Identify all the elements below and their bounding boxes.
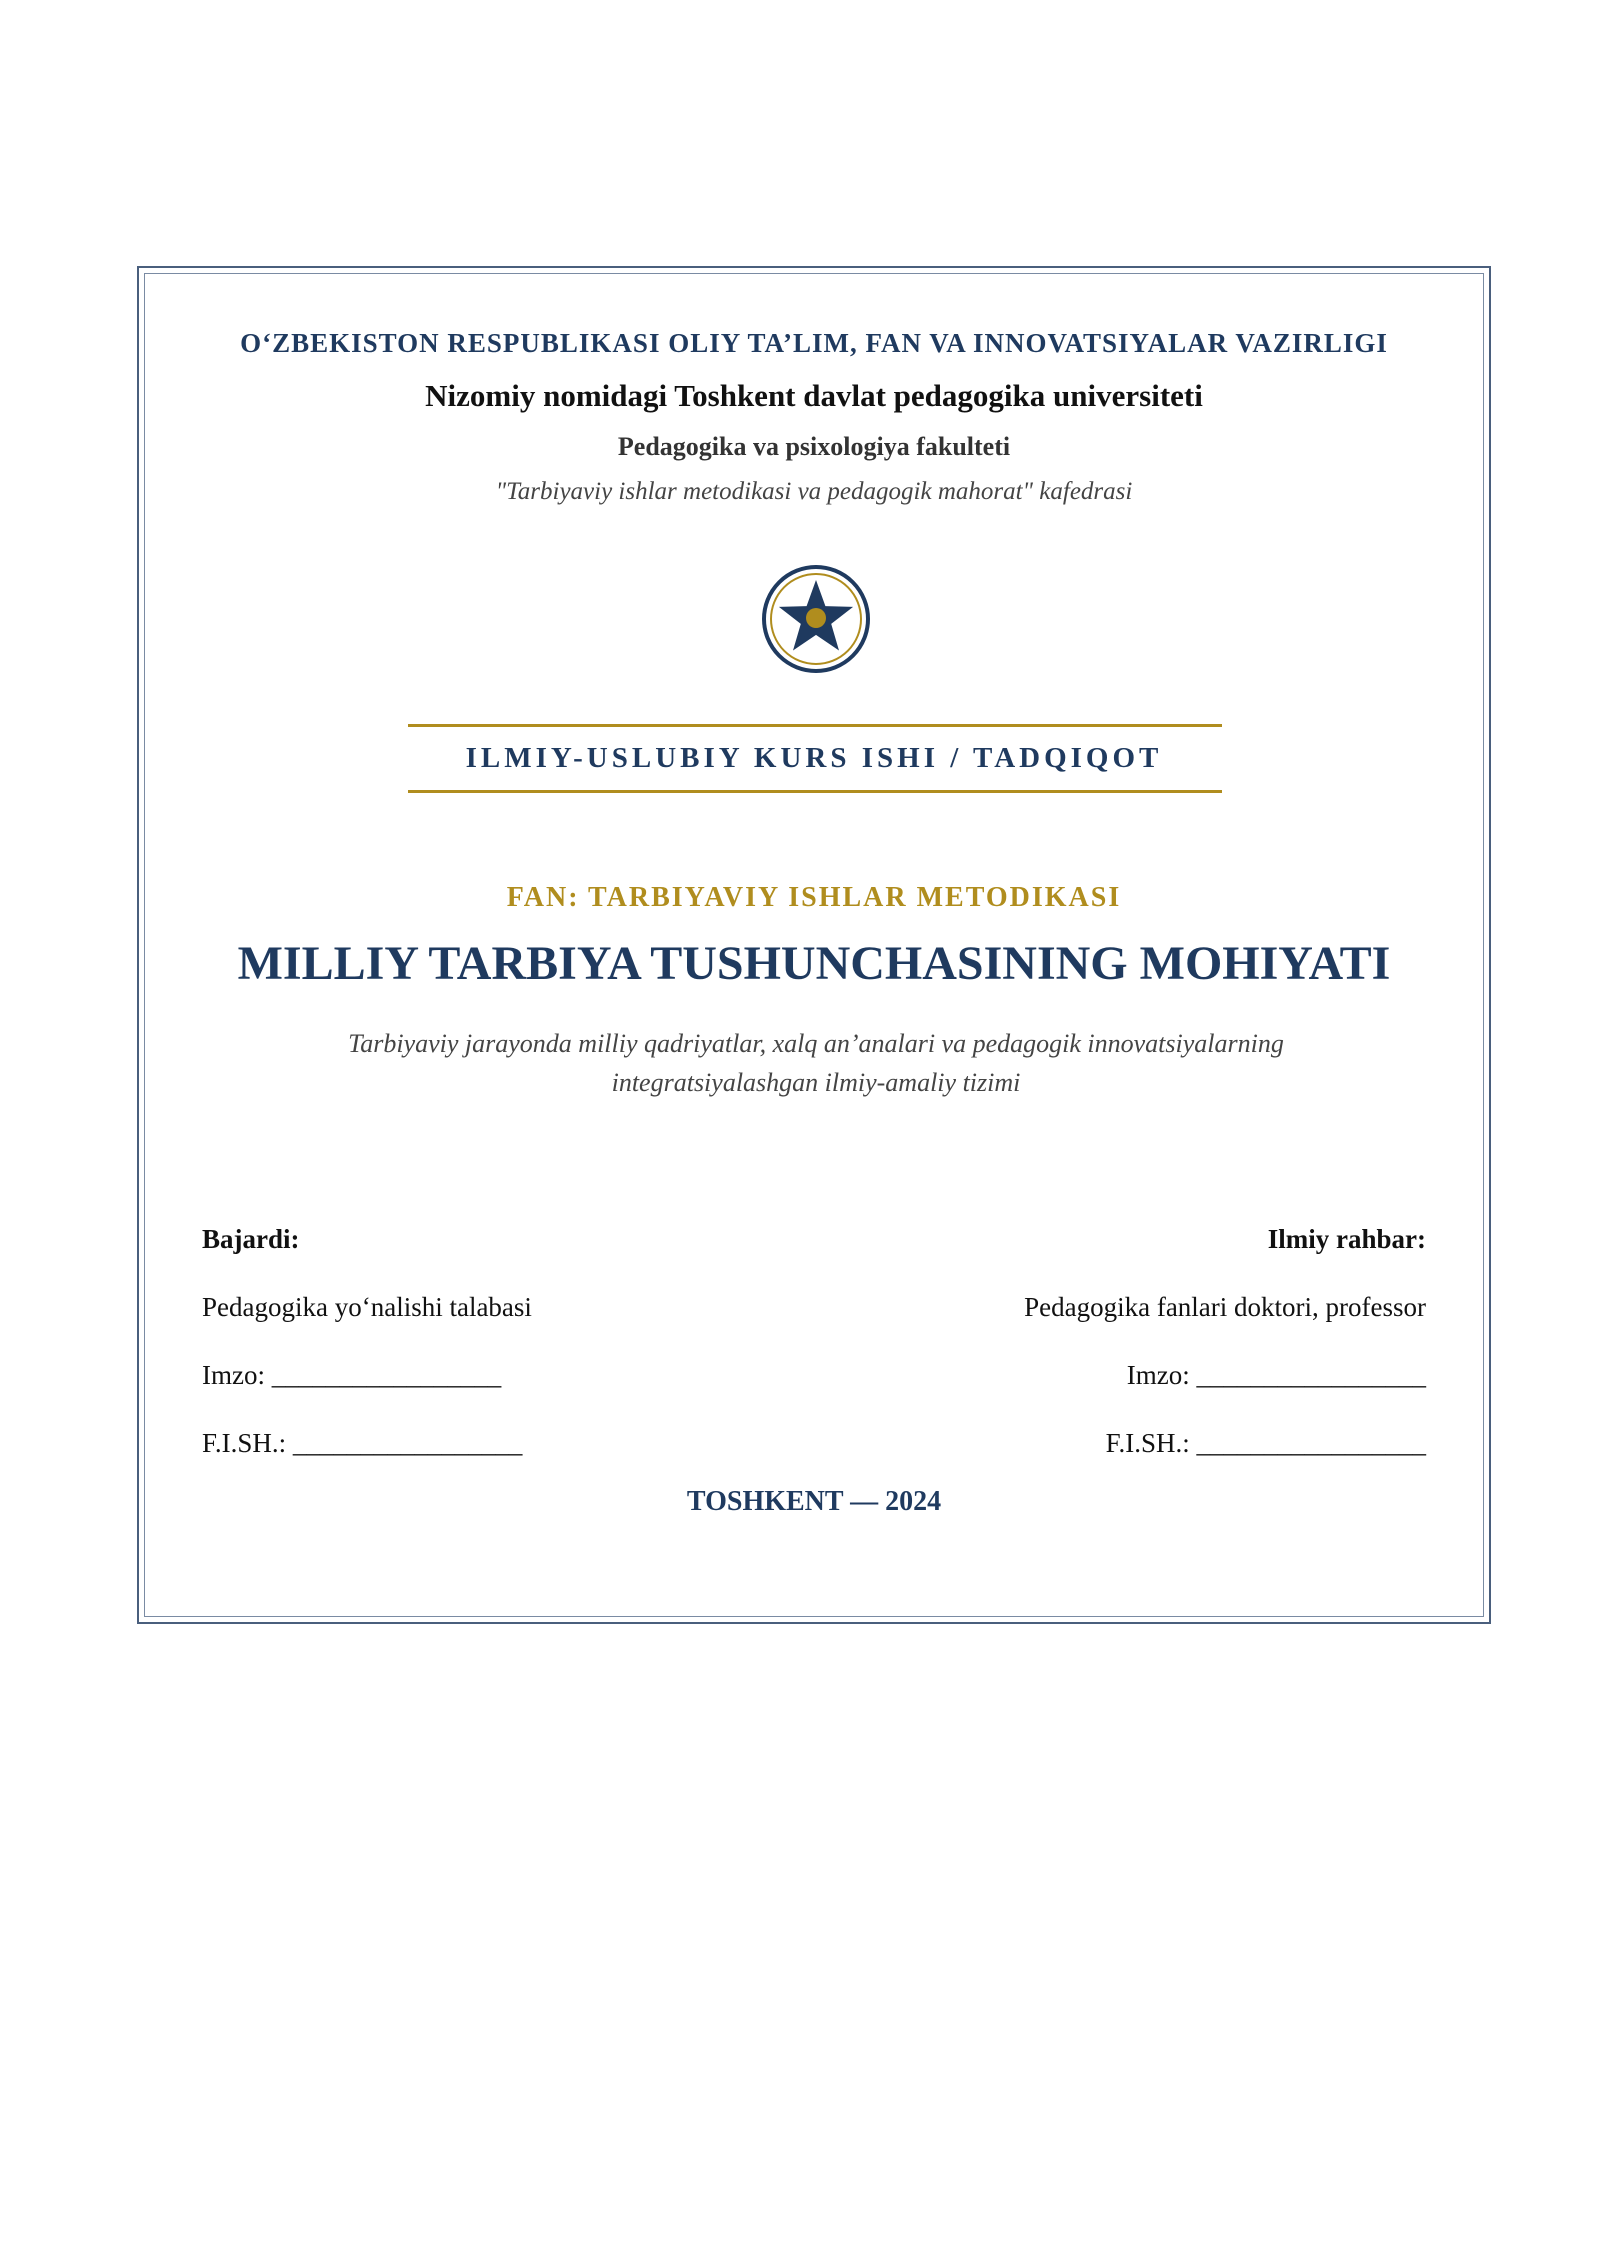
subtitle-line-1: Tarbiyaviy jarayonda milliy qadriyatlar, xalq an’analari va pedagogik innovatsiyalarning (348, 1029, 1284, 1058)
supervisor-name: F.I.SH.: _________________ (1105, 1428, 1426, 1458)
performer-name: F.I.SH.: _________________ (202, 1428, 523, 1458)
supervisor-block (826, 268, 1426, 1622)
subject-name: FAN: TARBIYAVIY ISHLAR METODIKASI (506, 882, 1122, 913)
city-year: TOSHKENT — 2024 (686, 1486, 942, 1517)
performer-signature: Imzo: _________________ (202, 1360, 502, 1390)
university-name: Nizomiy nomidagi Toshkent davlat pedagogika universiteti (425, 378, 1203, 413)
work-title: MILLIY TARBIYA TUSHUNCHASINING MOHIYATI (237, 937, 1391, 990)
department-name: "Tarbiyaviy ishlar metodikasi va pedagogik mahorat" kafedrasi (495, 478, 1133, 505)
supervisor-role: Pedagogika fanlari doktori, professor (1024, 1292, 1426, 1322)
ministry-name: O‘ZBEKISTON RESPUBLIKASI OLIY TA’LIM, FAN VA INNOVATSIYALAR VAZIRLIGI (240, 328, 1388, 358)
subtitle-line-2: integratsiyalashgan ilmiy-amaliy tizimi (611, 1068, 1021, 1097)
page-frame (137, 266, 1491, 1624)
performer-block (202, 268, 802, 1622)
work-type: ILMIY-USLUBIY KURS ISHI / TADQIQOT (465, 742, 1163, 774)
supervisor-label: Ilmiy rahbar: (1267, 1224, 1426, 1254)
title-page (139, 268, 1489, 1622)
faculty-name: Pedagogika va psixologiya fakulteti (617, 432, 1011, 461)
performer-role: Pedagogika yo‘nalishi talabasi (202, 1292, 532, 1322)
supervisor-signature: Imzo: _________________ (1126, 1360, 1426, 1390)
performer-label: Bajardi: (202, 1224, 300, 1254)
